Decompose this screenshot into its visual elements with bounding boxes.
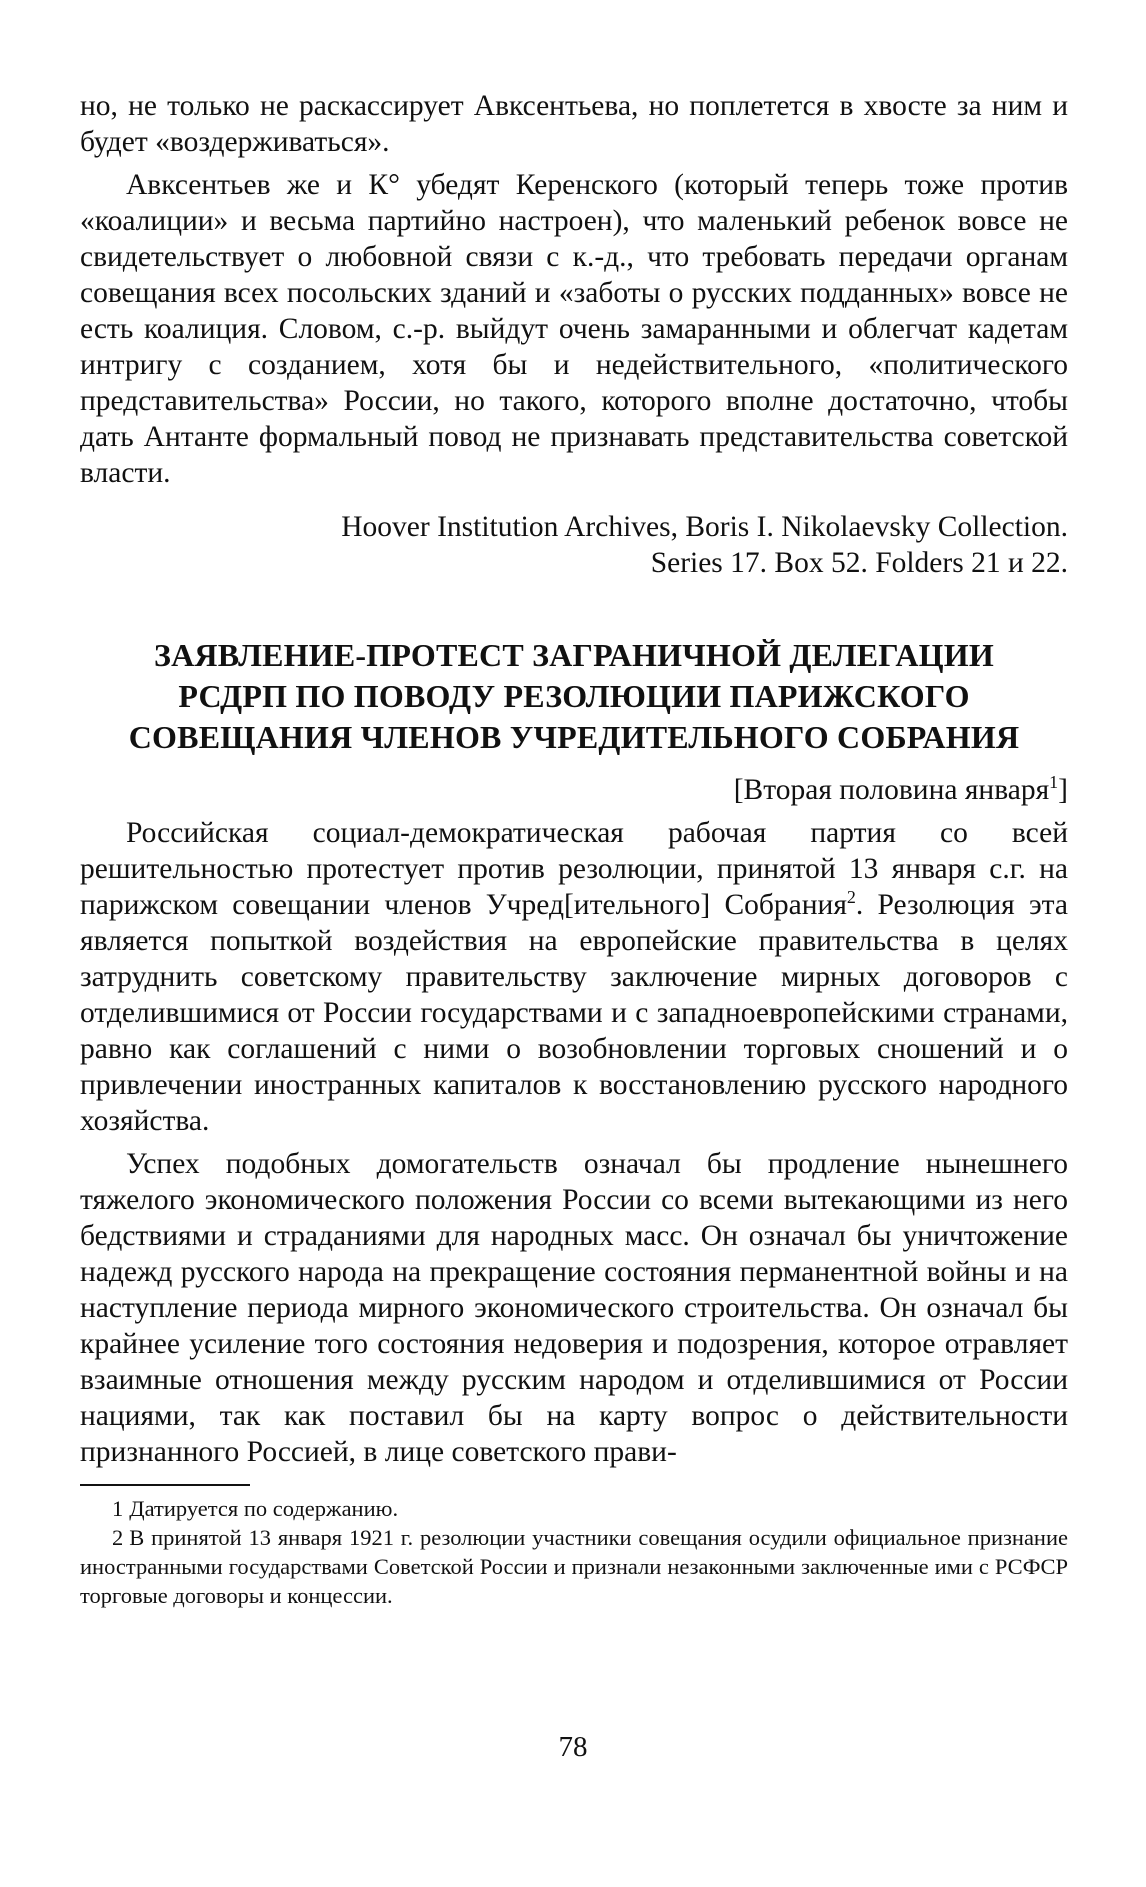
declaration-text-after: . Резолюция эта является попыткой воздействия на европейские правительства в целях затруднить советскому правительству заключение мирных договоров с отделившимися от России государствами и с западноевропейскими странами, равно как соглашений с ними о возобновлении торговых сношений и о привлечении иностранных капиталов к восстановлению русского народного хозяйства. — [80, 889, 1068, 1137]
footnotes — [80, 1494, 1068, 1610]
footnote-ref-2: 2 — [846, 887, 856, 908]
footnote-1-number: 1 — [112, 1496, 124, 1521]
source-line-1: Hoover Institution Archives, Boris I. Nikolaevsky Collection. — [341, 511, 1068, 543]
page-number: 78 — [558, 1731, 588, 1763]
footnote-1 — [80, 1494, 1068, 1523]
document-heading — [80, 635, 1068, 758]
footnote-2-text: В принятой 13 января 1921 г. резолюции участники совещания осудили официальное признание иностранными государствами Советской России и признали незаконными заключенные ими с РСФСР торговые договоры и концессии. — [80, 1525, 1068, 1608]
paragraph-declaration — [80, 815, 1068, 1139]
text-column — [80, 88, 1068, 1610]
footnote-1-text: Датируется по содержанию. — [129, 1496, 399, 1521]
declaration-text-before: Российская социал-демократическая рабочая партия со всей решительностью протестует против резолюции, принятой 13 января с.г. на парижском совещании членов Учред[ительного] Собрания — [80, 817, 1068, 921]
paragraph-continuation: но, не только не раскассирует Авксентьева, но поплетется в хвосте за ним и будет «воздерживаться». — [80, 90, 1068, 158]
footnote-2 — [80, 1523, 1068, 1610]
paragraph-success: Успех подобных домогательств означал бы продление нынешнего тяжелого экономического положения России со всеми вытекающими из него бедствиями и страданиями для народных масс. Он означал бы уничтожение надежд русского народа на прекращение состояния перманентной войны и на наступление периода мирного экономического строительства. Он означал бы крайнее усиление того состояния недоверия и подозрения, которое отравляет взаимные отношения между русским народом и отделившимися от России нациями, так как поставил бы на карту вопрос о действительности признанного Россией, в лице советского прави- — [80, 1148, 1068, 1468]
heading-line-2: РСДРП ПО ПОВОДУ РЕЗОЛЮЦИИ ПАРИЖСКОГО — [178, 678, 970, 714]
dateline — [80, 772, 1068, 808]
paragraph-avksentiev: Авксентьев же и К° убедят Керенского (который теперь тоже против «коалиции» и весьма партийно настроен), что маленький ребенок вовсе не свидетельствует о любовной связи с к.-д., что требовать передачи органам совещания всех посольских зданий и «заботы о русских подданных» вовсе не есть коалиция. Словом, с.-р. выйдут очень замаранными и облегчат кадетам интригу с созданием, хотя бы и недействительного, «политического представительства» России, но такого, которого вполне достаточно, чтобы дать Антанте формальный повод не признавать представительства советской власти. — [80, 169, 1068, 489]
heading-line-3: СОВЕЩАНИЯ ЧЛЕНОВ УЧРЕДИТЕЛЬНОГО СОБРАНИЯ — [128, 719, 1020, 755]
source-line-2: Series 17. Box 52. Folders 21 и 22. — [650, 547, 1068, 579]
footnote-2-number: 2 — [112, 1525, 124, 1550]
archive-source — [80, 509, 1068, 581]
footnote-ref-1: 1 — [1049, 772, 1059, 793]
footnote-divider — [80, 1484, 250, 1486]
heading-line-1: ЗАЯВЛЕНИЕ-ПРОТЕСТ ЗАГРАНИЧНОЙ ДЕЛЕГАЦИИ — [154, 637, 994, 673]
dateline-text: [Вторая половина января — [733, 774, 1050, 806]
dateline-close: ] — [1058, 774, 1068, 806]
